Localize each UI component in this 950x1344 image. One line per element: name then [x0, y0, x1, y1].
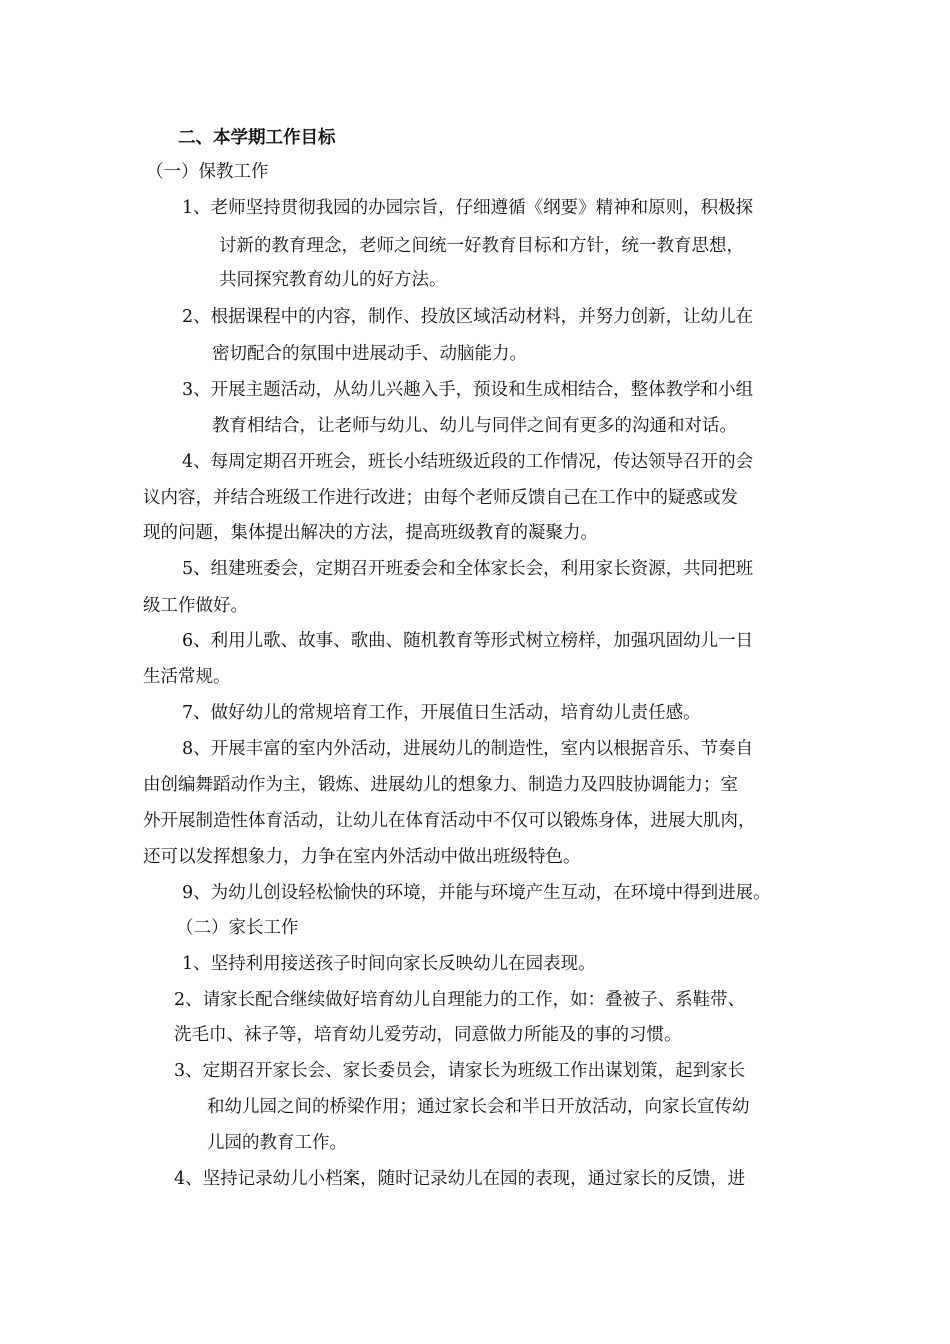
parents-item-2-line-1: 2、请家长配合继续做好培育幼儿自理能力的工作，如：叠被子、系鞋带、	[174, 990, 746, 1010]
subsection-title-teaching: （一）保教工作	[146, 162, 269, 182]
teaching-item-8-line-1: 8、开展丰富的室内外活动，进展幼儿的制造性，室内以根据音乐、节奏自	[182, 739, 754, 759]
teaching-item-1-line-2: 讨新的教育理念，老师之间统一好教育目标和方针，统一教育思想，	[219, 236, 744, 256]
teaching-item-4-line-2: 议内容，并结合班级工作进行改进；由每个老师反馈自己在工作中的疑惑或发	[143, 488, 738, 508]
parents-item-3-line-2: 和幼儿园之间的桥梁作用；通过家长会和半日开放活动，向家长宣传幼	[207, 1097, 750, 1117]
teaching-item-1-line-3: 共同探究教育幼儿的好方法。	[219, 270, 447, 290]
teaching-item-3-line-1: 3、开展主题活动，从幼儿兴趣入手，预设和生成相结合，整体教学和小组	[182, 380, 754, 400]
parents-item-3-line-1: 3、定期召开家长会、家长委员会，请家长为班级工作出谋划策，起到家长	[174, 1061, 746, 1081]
parents-item-3-line-3: 儿园的教育工作。	[207, 1133, 347, 1153]
teaching-item-1-line-1: 1、老师坚持贯彻我园的办园宗旨，仔细遵循《纲要》精神和原则，积极探	[182, 198, 754, 218]
teaching-item-5-line-2: 级工作做好。	[143, 596, 248, 616]
section-heading: 二、本学期工作目标	[178, 128, 336, 148]
teaching-item-7-line-1: 7、做好幼儿的常规培育工作，开展值日生活动，培育幼儿责任感。	[182, 703, 701, 723]
teaching-item-8-line-2: 由创编舞蹈动作为主，锻炼、进展幼儿的想象力、制造力及四肢协调能力；室	[143, 775, 738, 795]
teaching-item-8-line-3: 外开展制造性体育活动，让幼儿在体育活动中不仅可以锻炼身体，进展大肌肉，	[143, 811, 756, 831]
teaching-item-3-line-2: 教育相结合，让老师与幼儿、幼儿与同伴之间有更多的沟通和对话。	[212, 416, 737, 436]
subsection-title-parents: （二）家长工作	[176, 918, 299, 938]
teaching-item-4-line-3: 现的问题，集体提出解决的方法，提高班级教育的凝聚力。	[143, 523, 598, 543]
teaching-item-2-line-2: 密切配合的氛围中进展动手、动脑能力。	[212, 344, 527, 364]
parents-item-4-line-1: 4、坚持记录幼儿小档案，随时记录幼儿在园的表现，通过家长的反馈，进	[174, 1169, 746, 1189]
teaching-item-6-line-2: 生活常规。	[143, 667, 231, 687]
teaching-item-2-line-1: 2、根据课程中的内容，制作、投放区域活动材料，并努力创新，让幼儿在	[182, 307, 754, 327]
teaching-item-9-line-1: 9、为幼儿创设轻松愉快的环境，并能与环境产生互动，在环境中得到进展。	[182, 883, 771, 903]
parents-item-2-line-2: 洗毛巾、袜子等，培育幼儿爱劳动，同意做力所能及的事的习惯。	[174, 1025, 682, 1045]
teaching-item-6-line-1: 6、利用儿歌、故事、歌曲、随机教育等形式树立榜样，加强巩固幼儿一日	[182, 631, 754, 651]
teaching-item-4-line-1: 4、每周定期召开班会，班长小结班级近段的工作情况，传达领导召开的会	[182, 452, 754, 472]
parents-item-1-line-1: 1、坚持利用接送孩子时间向家长反映幼儿在园表现。	[182, 954, 596, 974]
teaching-item-8-line-4: 还可以发挥想象力，力争在室内外活动中做出班级特色。	[143, 847, 581, 867]
teaching-item-5-line-1: 5、组建班委会，定期召开班委会和全体家长会，利用家长资源，共同把班	[182, 559, 754, 579]
